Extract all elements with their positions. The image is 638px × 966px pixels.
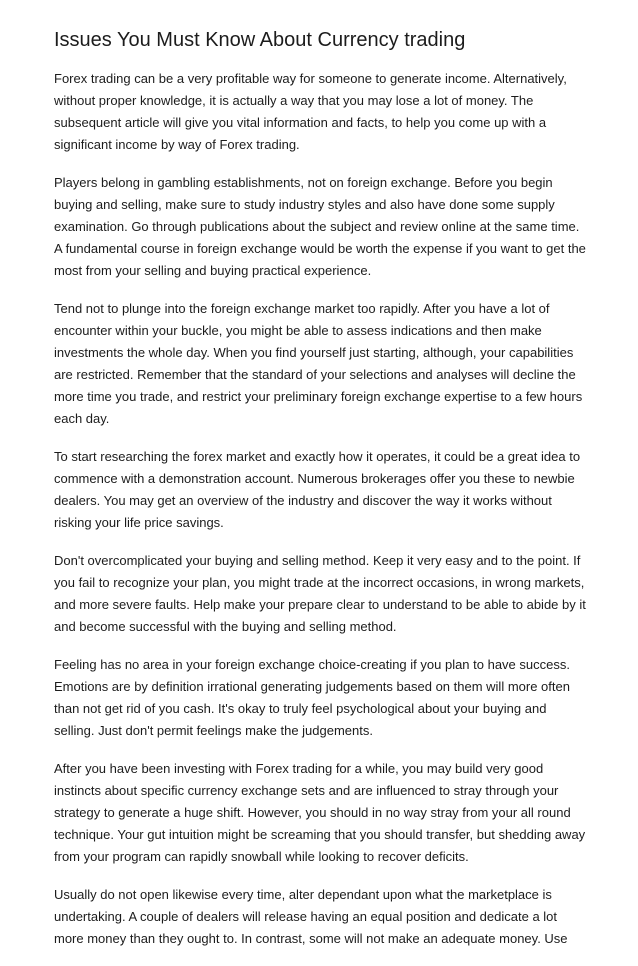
- paragraph-line: investments the whole day. When you find yourself just starting, although, your capabilities: [54, 345, 574, 360]
- paragraph: [54, 172, 594, 282]
- paragraph: [54, 758, 594, 868]
- paragraph-line: selling. Just don't permit feelings make the judgements.: [54, 723, 373, 738]
- paragraph-line: most from your selling and buying practical experience.: [54, 263, 372, 278]
- paragraph-line: To start researching the forex market and exactly how it operates, it could be a great idea to: [54, 449, 581, 464]
- paragraph-line: more money than they ought to. In contrast, some will not make an adequate money. Use: [54, 931, 568, 946]
- paragraph-line: than not get rid of you cash. It's okay to truly feel psychological about your buying and: [54, 701, 547, 716]
- paragraph-line: significant income by way of Forex trading.: [54, 137, 300, 152]
- paragraph-line: undertaking. A couple of dealers will release having an equal position and dedicate a lot: [54, 909, 558, 924]
- paragraph-line: you fail to recognize your plan, you might trade at the incorrect occasions, in wrong markets,: [54, 575, 585, 590]
- paragraph-line: risking your life price savings.: [54, 515, 224, 530]
- paragraph: [54, 654, 594, 742]
- paragraph: [54, 550, 594, 638]
- paragraph-line: strategy to generate a huge shift. However, you should in no way stray from your all round: [54, 805, 571, 820]
- paragraph-line: Players belong in gambling establishments, not on foreign exchange. Before you begin: [54, 175, 553, 190]
- paragraph-line: buying and selling, make sure to study industry styles and also have done some supply: [54, 197, 555, 212]
- paragraph-line: dealers. You may get an overview of the industry and discover the way it works without: [54, 493, 552, 508]
- paragraph-line: technique. Your gut intuition might be screaming that you should transfer, but shedding away: [54, 827, 586, 842]
- paragraph-line: A fundamental course in foreign exchange would be worth the expense if you want to get the: [54, 241, 586, 256]
- paragraph: [54, 884, 594, 950]
- paragraph-line: more time you trade, and restrict your preliminary foreign exchange expertise to a few hours: [54, 389, 583, 404]
- paragraph: [54, 446, 594, 534]
- paragraph-line: Don't overcomplicated your buying and selling method. Keep it very easy and to the point. If: [54, 553, 581, 568]
- paragraph-line: and more severe faults. Help make your prepare clear to understand to be able to abide by it: [54, 597, 586, 612]
- paragraph-line: examination. Go through publications about the subject and review online at the same time.: [54, 219, 580, 234]
- paragraph-line: from your program can rapidly snowball while looking to recover deficits.: [54, 849, 469, 864]
- paragraph-line: instincts about specific currency exchange sets and are influenced to stray through your: [54, 783, 559, 798]
- paragraph-line: are restricted. Remember that the standard of your selections and analyses will decline the: [54, 367, 576, 382]
- paragraph: [54, 298, 594, 430]
- paragraph-line: each day.: [54, 411, 110, 426]
- paragraph-line: Feeling has no area in your foreign exchange choice-creating if you plan to have success.: [54, 657, 570, 672]
- paragraph-line: commence with a demonstration account. Numerous brokerages offer you these to newbie: [54, 471, 575, 486]
- paragraph-line: subsequent article will give you vital information and facts, to help you come up with a: [54, 115, 547, 130]
- paragraph-line: and become successful with the buying and selling method.: [54, 619, 397, 634]
- paragraph-line: Tend not to plunge into the foreign exchange market too rapidly. After you have a lot of: [54, 301, 550, 316]
- paragraph-line: encounter within your buckle, you might be able to assess indications and then make: [54, 323, 542, 338]
- paragraph-line: Usually do not open likewise every time, alter dependant upon what the marketplace is: [54, 887, 552, 902]
- page-title: Issues You Must Know About Currency trading: [54, 29, 466, 51]
- paragraph: [54, 68, 594, 156]
- paragraph-line: Emotions are by definition irrational generating judgements based on them will more often: [54, 679, 570, 694]
- paragraph-line: without proper knowledge, it is actually a way that you may lose a lot of money. The: [54, 93, 534, 108]
- paragraph-line: Forex trading can be a very profitable way for someone to generate income. Alternatively,: [54, 71, 567, 86]
- article-body: [54, 68, 594, 966]
- paragraph-line: After you have been investing with Forex trading for a while, you may build very good: [54, 761, 544, 776]
